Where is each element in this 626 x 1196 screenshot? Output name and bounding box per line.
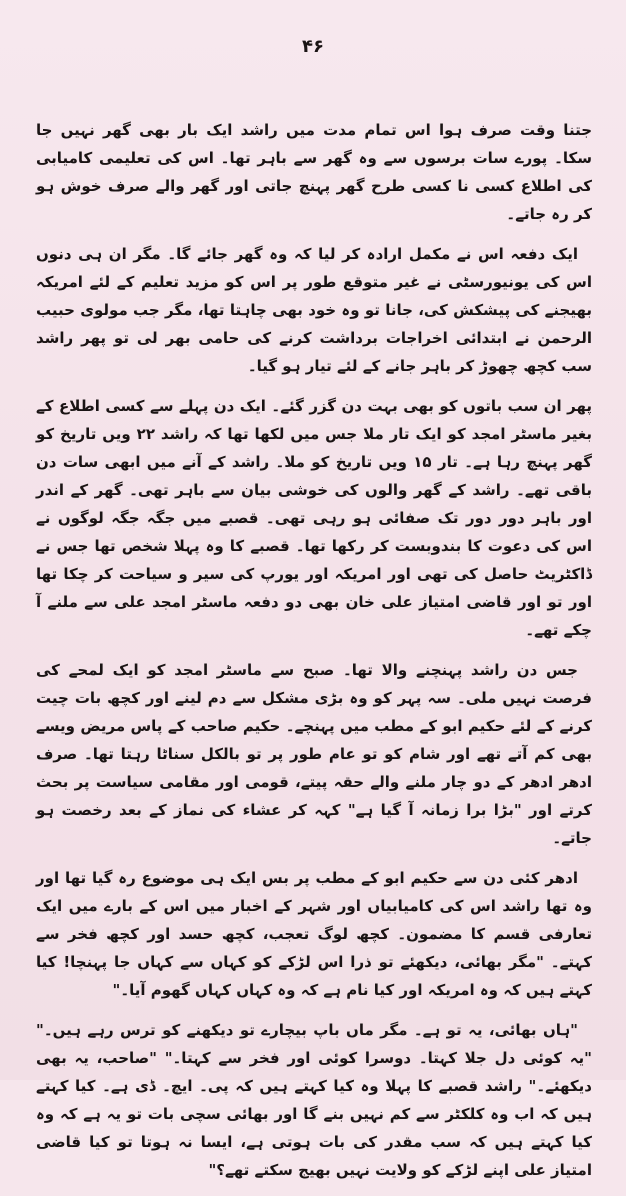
paragraph: ادھر کئی دن سے حکیم ابو کے مطب پر بس ایک ہی موضوع رہ گیا تھا اور وہ تھا راشد اس کی کامیابیاں اور شہر کے اخبار میں اس کے بارے میں ایک تعارفی قسم کا مضمون۔ کچھ لوگ تعجب، کچھ حسد اور کچھ فخر سے کہتے۔ "مگر بھائی، دیکھئے تو ذرا اس لڑکے کو کہاں سے کہاں جا پہنچا! کیا کہتے ہیں کہ وہ امریکہ اور کیا نام ہے کہ وہ کہاں کہاں گھوم آیا۔" [36,869,592,999]
page-number: ۴۶ [302,36,324,57]
page-body [36,116,592,1196]
paragraph: جس دن راشد پہنچنے والا تھا۔ صبح سے ماسٹر امجد کو ایک لمحے کی فرصت نہیں ملی۔ سہ پہر کو وہ بڑی مشکل سے دم لینے اور کچھ بات چیت کرنے کے لئے حکیم ابو کے مطب میں پہنچے۔ حکیم صاحب کے پاس مریض ویسے بھی کم آتے تھے اور شام کو تو عام طور پر تو بالکل سناٹا رہتا تھا۔ صرف ادھر ادھر کے دو چار ملنے والے حقہ پیتے، قومی اور مقامی سیاست پر بحث کرتے اور "بڑا برا زمانہ آ گیا ہے" کہہ کر عشاء کی نماز کے بعد رخصت ہو جاتے۔ [36,661,592,847]
paragraph: ایک دفعہ اس نے مکمل ارادہ کر لیا کہ وہ گھر جائے گا۔ مگر ان ہی دنوں اس کی یونیورسٹی نے غیر متوقع طور پر اس کو مزید تعلیم کے لئے امریکہ بھیجنے کی پیشکش کی، جانا تو وہ خود بھی چاہتا تھا، مگر جب مولوی حبیب الرحمن نے ابتدائی اخراجات برداشت کرنے کی حامی بھر لی تو پھر راشد سب کچھ چھوڑ کر باہر جانے کے لئے تیار ہو گیا۔ [36,245,592,375]
paragraph: "ہاں بھائی، یہ تو ہے۔ مگر ماں باپ بیچارے تو دیکھنے کو ترس رہے ہیں۔" "یہ کوئی دل جلا کہتا۔ دوسرا کوئی اور فخر سے کہتا۔" "صاحب، یہ بھی دیکھئے۔" راشد قصبے کا پہلا وہ کیا کہتے ہیں کہ پی۔ ایچ۔ ڈی ہے۔ کیا کہتے ہیں کہ اب وہ کلکٹر سے کم نہیں بنے گا اور بھائی سچی بات تو یہ ہے کہ وہ کیا کہتے ہیں کہ سب مقدر کی بات ہوتی ہے، ایسا نہ ہوتا تو کیا قاضی امتیاز علی اپنے لڑکے کو ولایت نہیں بھیج سکتے تھے؟" [36,1021,592,1179]
paragraph: پھر ان سب باتوں کو بھی بہت دن گزر گئے۔ ایک دن پہلے سے کسی اطلاع کے بغیر ماسٹر امجد کو ایک تار ملا جس میں لکھا تھا کہ راشد ۲۲ ویں تاریخ کو گھر پہنچ رہا ہے۔ تار ۱۵ ویں تاریخ کو ملا۔ راشد کے آنے میں ابھی سات دن باقی تھے۔ راشد کے گھر والوں کی خوشی بیان سے باہر تھی۔ گھر کے اندر اور باہر دور دور تک صفائی ہو رہی تھی۔ قصبے میں جگہ جگہ لوگوں نے اس کی دعوت کا بندوبست کر رکھا تھا۔ قصبے کا وہ پہلا شخص تھا جس نے ڈاکٹریٹ حاصل کی تھی اور امریکہ اور یورپ کی سیر و سیاحت کر چکا تھا اور تو اور قاضی امتیاز علی خان بھی دو دفعہ ماسٹر امجد علی سے ملنے آ چکے تھے۔ [36,397,592,639]
paragraph: جتنا وقت صرف ہوا اس تمام مدت میں راشد ایک بار بھی گھر نہیں جا سکا۔ پورے سات برسوں سے وہ گھر سے باہر تھا۔ اس کی تعلیمی کامیابی کی اطلاع کسی نا کسی طرح گھر پہنچ جاتی اور گھر والے صرف خوش ہو کر رہ جاتے۔ [36,121,592,223]
